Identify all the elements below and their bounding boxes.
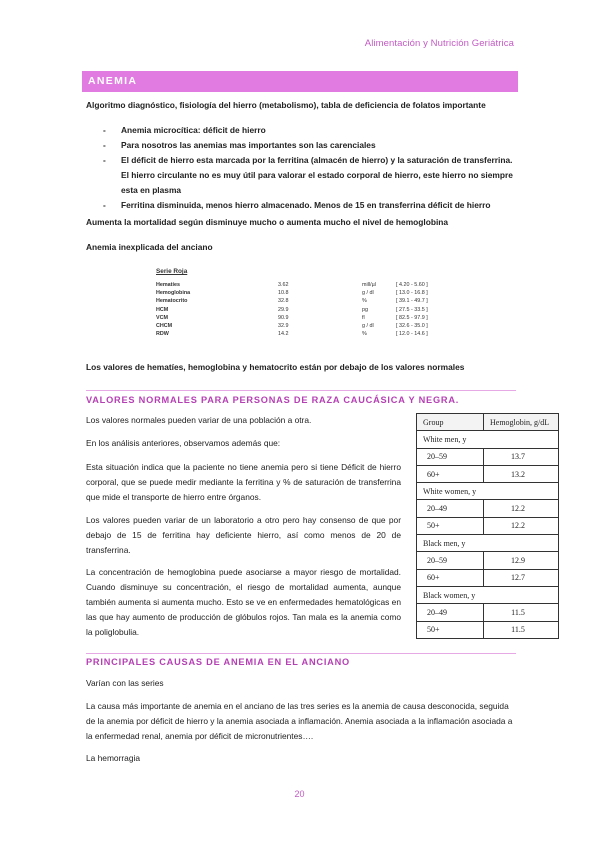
lab-cell-value: 29.9 [278, 306, 289, 313]
table-row [417, 517, 559, 534]
paragraph: En los análisis anteriores, observamos además que: [86, 438, 281, 448]
age-range-cell: 50+ [417, 621, 484, 638]
mortality-text: Aumenta la mortalidad según disminuye mucho o aumenta mucho el nivel de hemoglobina [86, 217, 449, 227]
bullet-item: - Ferritina disminuida, menos hierro almacenado. Menos de 15 en transferrina déficit de hierro [103, 198, 513, 213]
unexplained-anemia-text: Anemia inexplicada del anciano [86, 242, 213, 252]
table-row [417, 448, 559, 465]
hemoglobin-value-cell: 11.5 [484, 621, 559, 638]
group-row [417, 483, 559, 500]
lab-cell-range: [ 39.1 - 49.7 ] [396, 298, 428, 305]
values-note: Los valores de hematíes, hemoglobina y hematocrito están por debajo de los valores normales [86, 362, 465, 372]
lab-cell-value: 90.9 [278, 314, 289, 321]
hemoglobin-value-cell: 13.7 [484, 448, 559, 465]
hemoglobin-value-cell: 12.7 [484, 569, 559, 586]
lab-cell-range: [ 82.5 - 97.9 ] [396, 314, 428, 321]
lab-cell-value: 32.8 [278, 298, 289, 305]
hemoglobin-value-cell: 12.9 [484, 552, 559, 569]
page-number: 20 [294, 789, 305, 799]
table-row [417, 552, 559, 569]
hemoglobin-value-cell: 12.2 [484, 517, 559, 534]
age-range-cell: 20–49 [417, 604, 484, 621]
section-rule [86, 390, 516, 391]
bullet-item: - Anemia microcítica: déficit de hierro [103, 123, 513, 138]
lab-cell-name: Hematíes [156, 282, 180, 288]
age-range-cell: 20–59 [417, 552, 484, 569]
causes-paragraph: La causa más importante de anemia en el anciano de las tres series es la anemia de causa desconocida, seguida de la anemia por déficit de hierro y la anemia asociada a inflamación. Anemia asociada a la inflamación asociada a la enfermedad renal, anemia por déficit de micronutrientes…. [86, 701, 513, 741]
section-title-causes: PRINCIPALES CAUSAS DE ANEMIA EN EL ANCIANO [86, 657, 350, 667]
hemoglobin-value-cell: 13.2 [484, 465, 559, 482]
lab-cell-unit: % [362, 331, 367, 338]
paragraph: Los valores pueden variar de un laboratorio a otro pero hay consenso de que por debajo de 15 de ferritina hay deficiente hierro, así como menos de 20 de transferrina. [86, 515, 401, 555]
bullet-item: - El déficit de hierro esta marcada por la ferritina (almacén de hierro) y la saturación de transferrina. El hierro circulante no es muy útil para valorar el estado corporal de hierro, este hierro no siempre esta en plasma [103, 153, 513, 198]
paragraph: Los valores normales pueden variar de una población a otra. [86, 415, 312, 425]
table-row [417, 465, 559, 482]
section-banner-anemia [82, 71, 518, 92]
age-range-cell: 60+ [417, 465, 484, 482]
table-header-row [417, 414, 559, 431]
lab-cell-name: Hematocrito [156, 298, 188, 305]
group-label: White men, y [417, 431, 559, 448]
header-title: Alimentación y Nutrición Geriátrica [364, 38, 514, 49]
age-range-cell: 60+ [417, 569, 484, 586]
table-row [417, 569, 559, 586]
lab-cell-range: [ 12.0 - 14.6 ] [396, 331, 428, 338]
lab-cell-unit: % [362, 298, 367, 305]
lab-results-table [156, 268, 446, 340]
hemoglobin-value-cell: 11.5 [484, 604, 559, 621]
causes-vary-text: Varían con las series [86, 678, 164, 688]
lab-cell-range: [ 32.6 - 35.0 ] [396, 323, 428, 329]
age-range-cell: 50+ [417, 517, 484, 534]
paragraph: Esta situación indica que la paciente no tiene anemia pero si tiene Déficit de hierro corporal, que se puede medir mediante la ferritina y % de saturación de transferrina que mide el transporte de hierro entre órganos. [86, 462, 401, 502]
lab-title: Serie Roja [156, 268, 188, 275]
table-row [417, 604, 559, 621]
lab-cell-unit: g / dl [362, 290, 374, 297]
paragraph: La concentración de hemoglobina puede asociarse a mayor riesgo de mortalidad. Cuando disminuye su concentración, el riesgo de mortalidad aumenta, aunque también aumenta si aumenta mucho. Esto se ve en enfermedades hematológicas en las que hay aumento de producción de glóbulos rojos. Tan mala es la anemia como la poliglobulia. [86, 567, 401, 637]
intro-text: Algoritmo diagnóstico, fisiología del hierro (metabolismo), tabla de deficiencia de folatos importante [86, 100, 486, 110]
lab-cell-value: 3.62 [278, 282, 289, 288]
group-label: Black men, y [417, 535, 559, 552]
group-row [417, 431, 559, 448]
section-title-anemia: ANEMIA [88, 75, 138, 87]
group-label: White women, y [417, 483, 559, 500]
lab-cell-unit: fl [362, 314, 365, 321]
lab-cell-name: Hemoglobina [156, 290, 191, 297]
section-title-normal-values: VALORES NORMALES PARA PERSONAS DE RAZA CAUCÁSICA Y NEGRA. [86, 395, 460, 405]
hemorrhage-text: La hemorragia [86, 753, 141, 763]
section-rule [86, 653, 516, 654]
lab-cell-name: RDW [156, 331, 169, 338]
lab-cell-unit: g / dl [362, 323, 374, 329]
table-row [417, 621, 559, 638]
lab-cell-name: VCM [156, 314, 168, 321]
bullet-item: - Para nosotros las anemias mas importantes son las carenciales [103, 138, 513, 153]
hemoglobin-reference-table [416, 413, 559, 639]
lab-cell-value: 32.9 [278, 323, 289, 329]
column-header: Hemoglobin, g/dL [484, 414, 559, 431]
lab-cell-name: CHCM [156, 323, 173, 329]
lab-cell-value: 14.2 [278, 331, 289, 338]
age-range-cell: 20–59 [417, 448, 484, 465]
age-range-cell: 20–49 [417, 500, 484, 517]
group-row [417, 586, 559, 603]
lab-cell-name: HCM [156, 306, 169, 313]
bullet-list [103, 123, 513, 213]
lab-cell-range: [ 4.20 - 5.60 ] [396, 282, 428, 288]
column-header: Group [417, 414, 484, 431]
group-row [417, 535, 559, 552]
group-label: Black women, y [417, 586, 559, 603]
hemoglobin-value-cell: 12.2 [484, 500, 559, 517]
lab-cell-range: [ 13.0 - 16.8 ] [396, 290, 428, 297]
lab-cell-unit: pg [362, 306, 368, 313]
lab-cell-value: 10.8 [278, 290, 289, 297]
lab-cell-range: [ 27.5 - 33.5 ] [396, 306, 428, 313]
table-row [417, 500, 559, 517]
lab-cell-unit: mill/µl [362, 282, 376, 288]
